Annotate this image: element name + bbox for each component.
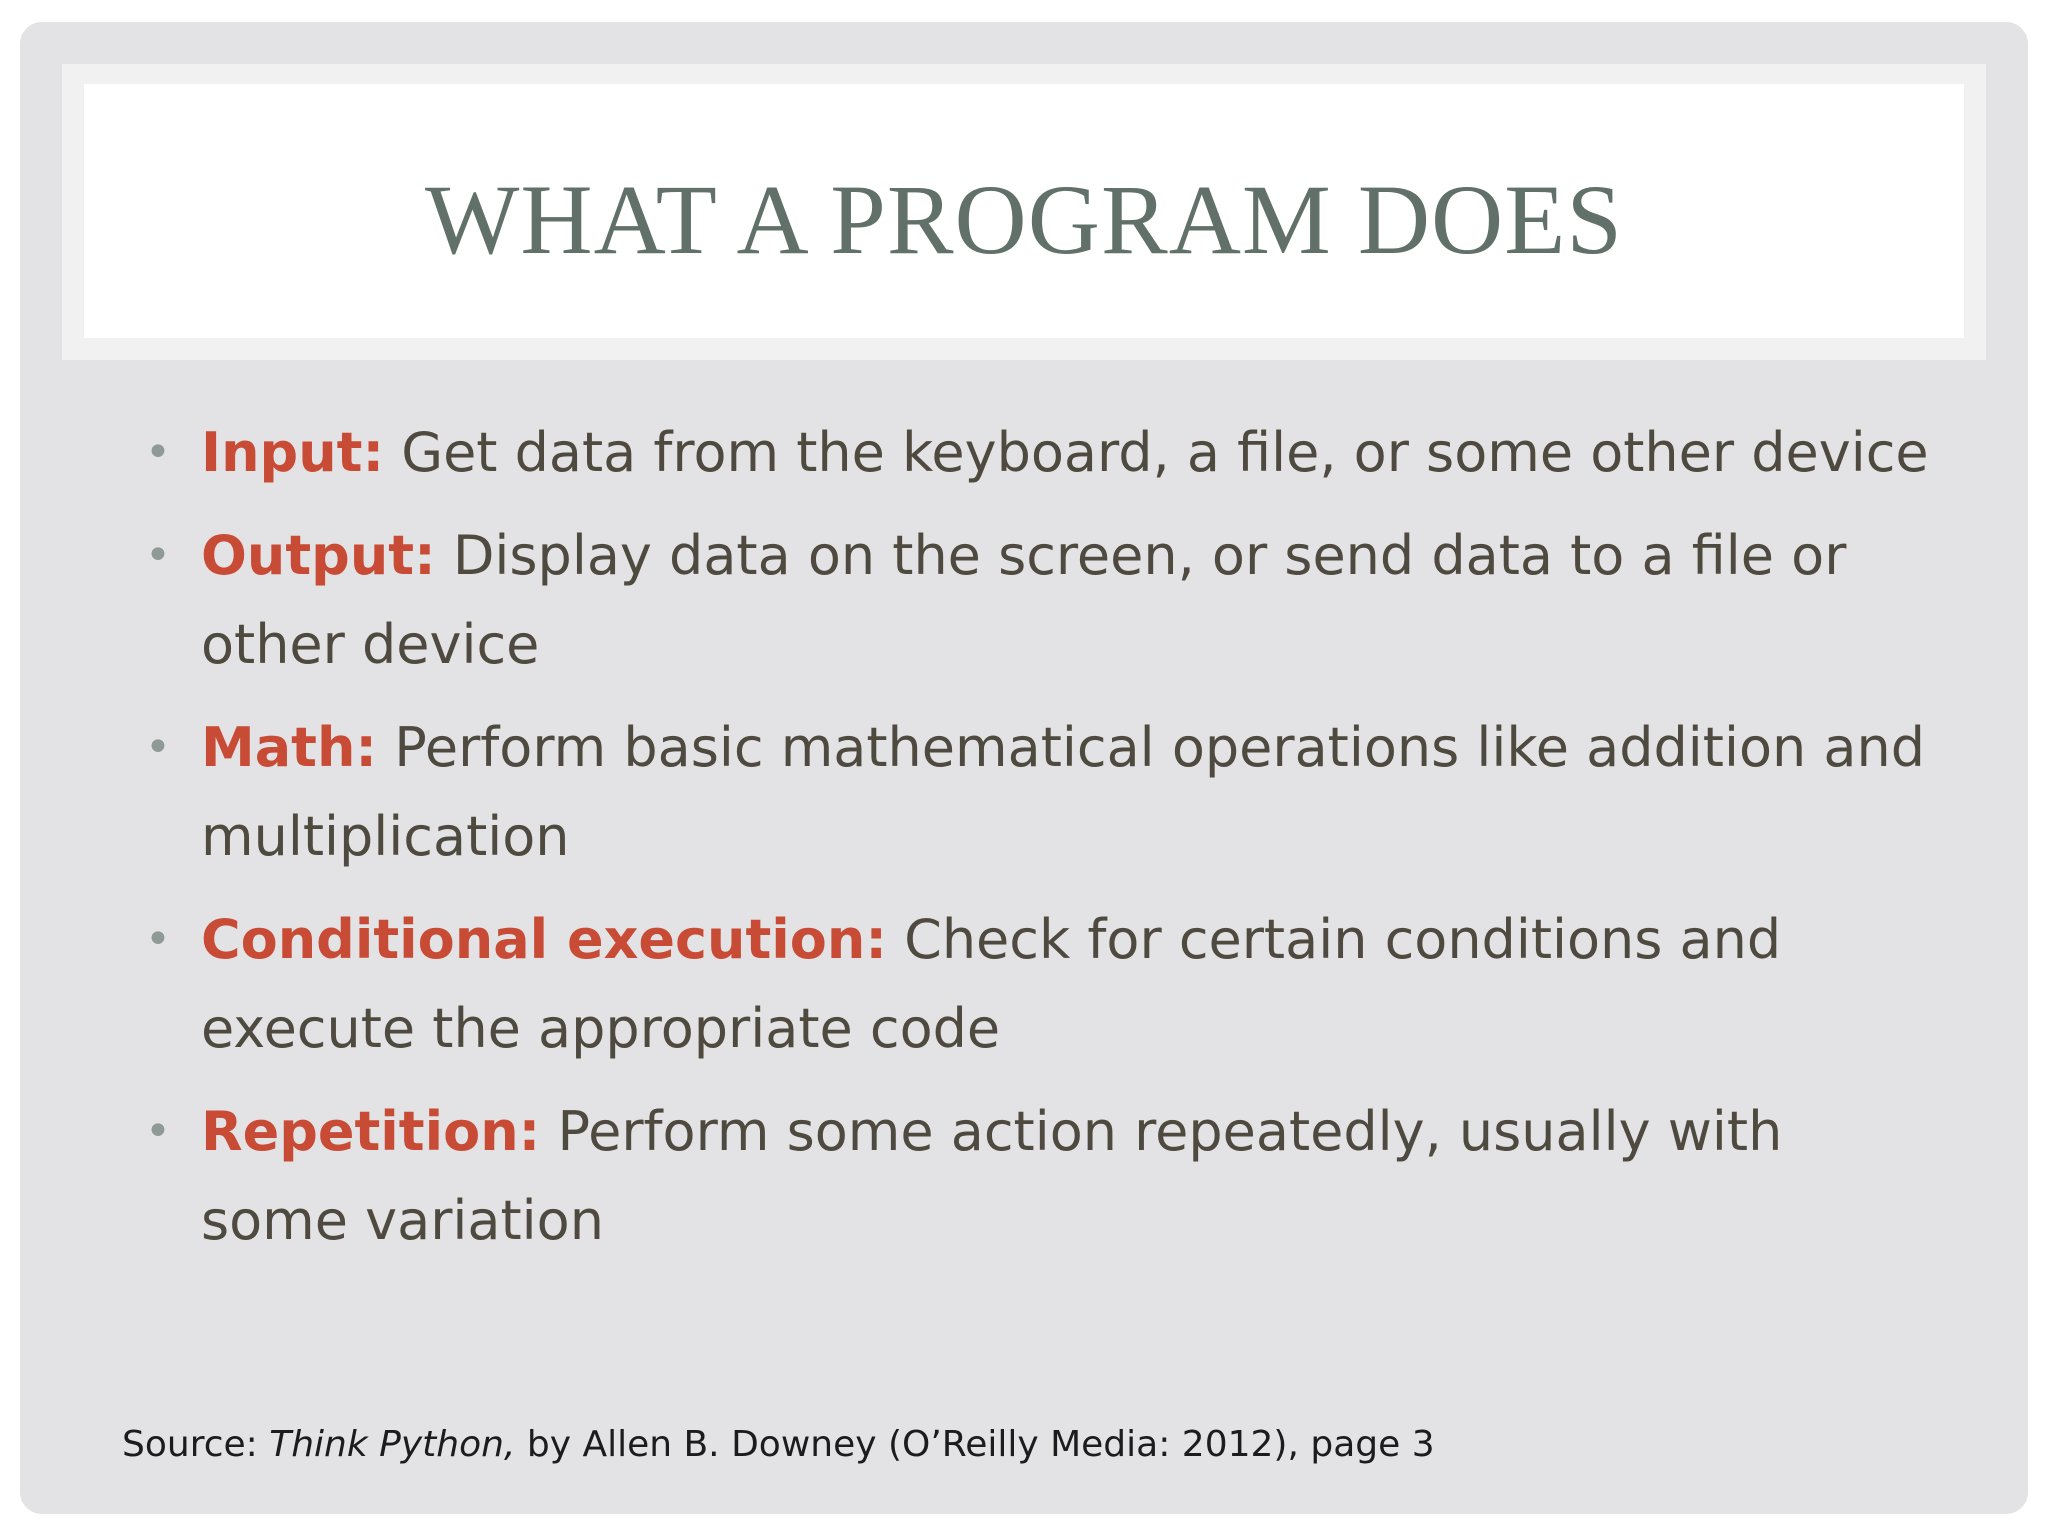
bullet-dot-icon: • (145, 914, 171, 965)
bullet-list (145, 408, 1945, 1279)
source-book-title: Think Python, (269, 1424, 516, 1465)
bullet-text: Display data on the screen, or send data to a file or other device (201, 524, 1847, 676)
bullet-input (145, 408, 1945, 497)
slide (20, 22, 2028, 1514)
bullet-text: Check for certain conditions and execute the appropriate code (201, 908, 1782, 1060)
bullet-term: Math: (201, 716, 378, 779)
source-label: Source: (122, 1424, 258, 1465)
bullet-text: Perform basic mathematical operations like addition and multiplication (201, 716, 1925, 868)
bullet-dot-icon: • (145, 1106, 171, 1157)
bullet-dot-icon: • (145, 427, 171, 478)
source-citation (122, 1424, 1435, 1465)
bullet-term: Conditional execution: (201, 908, 887, 971)
bullet-text: Perform some action repeatedly, usually with some variation (201, 1100, 1783, 1252)
slide-title: WHAT A PROGRAM DOES (425, 163, 1623, 275)
bullet-text: Get data from the keyboard, a file, or some other device (401, 421, 1929, 484)
bullet-dot-icon: • (145, 722, 171, 773)
bullet-repetition (145, 1087, 1945, 1265)
bullet-dot-icon: • (145, 530, 171, 581)
bullet-math (145, 703, 1945, 881)
bullet-term: Input: (201, 421, 385, 484)
bullet-term: Repetition: (201, 1100, 541, 1163)
bullet-conditional-execution (145, 895, 1945, 1073)
bullet-term: Output: (201, 524, 436, 587)
title-box (84, 84, 1964, 338)
bullet-output (145, 511, 1945, 689)
source-details: by Allen B. Downey (O’Reilly Media: 2012), page 3 (526, 1424, 1435, 1465)
